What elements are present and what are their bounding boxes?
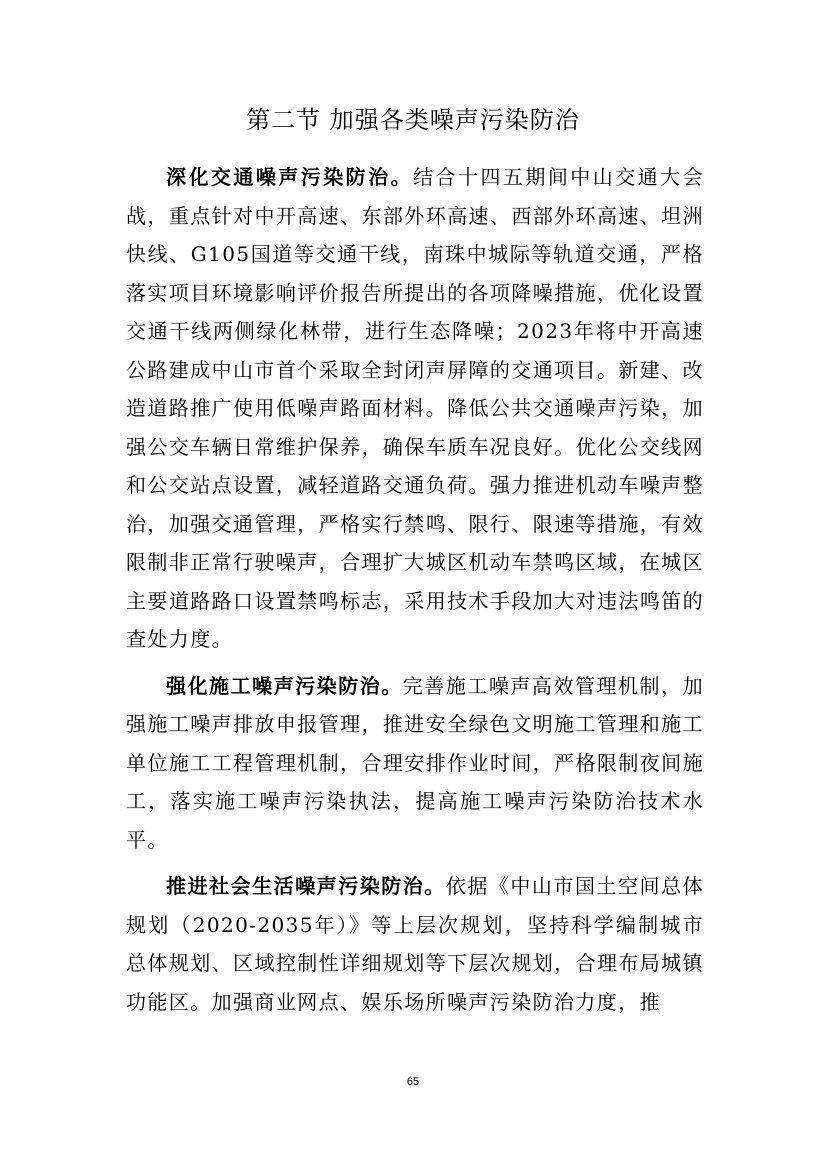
section-title: 第二节 加强各类噪声污染防治 bbox=[246, 106, 580, 134]
paragraph-traffic-noise bbox=[126, 158, 704, 659]
paragraph-lead: 强化施工噪声污染防治。 bbox=[166, 673, 403, 698]
paragraph-construction-noise bbox=[126, 667, 704, 860]
paragraph-lead: 推进社会生活噪声污染防治。 bbox=[166, 874, 446, 898]
paragraph-text: 依据《中山市国土空间总体规划（2020-2035年）》等上层次规划，坚持科学编制城市总体规划、区域控制性详细规划等下层次规划，合理布局城镇功能区。加强商业网点、娱乐场所噪声污染防治力度，推 bbox=[126, 874, 704, 1014]
paragraph-text: 完善施工噪声高效管理机制，加强施工噪声排放申报管理，推进安全绿色文明施工管理和施工单位施工工程管理机制，合理安排作业时间，严格限制夜间施工，落实施工噪声污染执法，提高施工噪声污染防治技术水平。 bbox=[126, 673, 704, 852]
page-number: 65 bbox=[406, 1076, 420, 1088]
paragraph-text: 结合十四五期间中山交通大会战，重点针对中开高速、东部外环高速、西部外环高速、坦洲快线、G105国道等交通干线，南珠中城际等轨道交通，严格落实项目环境影响评价报告所提出的各项降噪措施，优化设置交通干线两侧绿化林带，进行生态降噪；2023年将中开高速公路建成中山市首个采取全封闭声屏障的交通项目。新建、改造道路推广使用低噪声路面材料。降低公共交通噪声污染，加强公交车辆日常维护保养，确保车质车况良好。优化公交线网和公交站点设置，减轻道路交通负荷。强力推进机动车噪声整治，加强交通管理，严格实行禁鸣、限行、限速等措施，有效限制非正常行驶噪声，合理扩大城区机动车禁鸣区域，在城区主要道路路口设置禁鸣标志，采用技术手段加大对违法鸣笛的查处力度。 bbox=[126, 165, 705, 651]
paragraph-lead: 深化交通噪声污染防治。 bbox=[166, 165, 414, 189]
paragraph-social-noise bbox=[126, 867, 704, 1021]
document-body bbox=[126, 158, 704, 1029]
